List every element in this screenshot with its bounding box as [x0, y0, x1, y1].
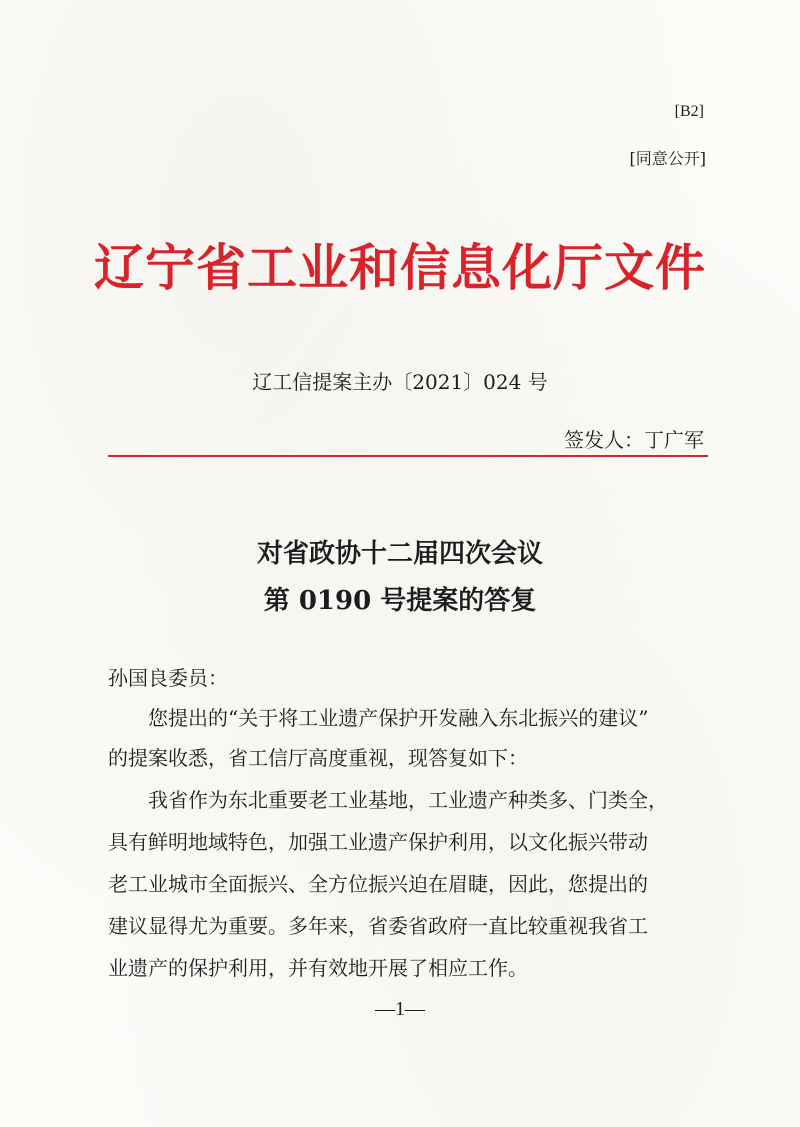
signer: 签发人：丁广军: [564, 428, 704, 452]
paragraph-1-line: 的提案收悉，省工信厅高度重视，现答复如下：: [108, 746, 528, 770]
reply-title-line-2: 第 0190 号提案的答复: [263, 586, 537, 616]
reply-title-line-1: 对省政协十二届四次会议: [256, 539, 543, 569]
red-separator-line: [108, 455, 708, 457]
paragraph-2-line: 我省作为东北重要老工业基地，工业遗产种类多、门类全，: [148, 788, 668, 812]
salutation: 孙国良委员：: [108, 666, 228, 690]
paragraph-2-line: 具有鲜明地域特色，加强工业遗产保护利用，以文化振兴带动: [108, 830, 648, 854]
document-number: 辽工信提案主办〔2021〕024 号: [252, 370, 548, 394]
paragraph-1-line: 您提出的“关于将工业遗产保护开发融入东北振兴的建议”: [148, 706, 649, 730]
disclosure-mark: [同意公开]: [629, 149, 706, 168]
paragraph-2-line: 建议显得尤为重要。多年来，省委省政府一直比较重视我省工: [108, 914, 648, 938]
paragraph-2-line: 业遗产的保护利用，并有效地开展了相应工作。: [108, 956, 528, 980]
page-number: —1—: [375, 998, 425, 1020]
document-header-title: 辽宁省工业和信息化厅文件: [94, 238, 706, 297]
paragraph-2-line: 老工业城市全面振兴、全方位振兴迫在眉睫，因此，您提出的: [108, 872, 648, 896]
classification-mark: [B2]: [674, 103, 704, 120]
